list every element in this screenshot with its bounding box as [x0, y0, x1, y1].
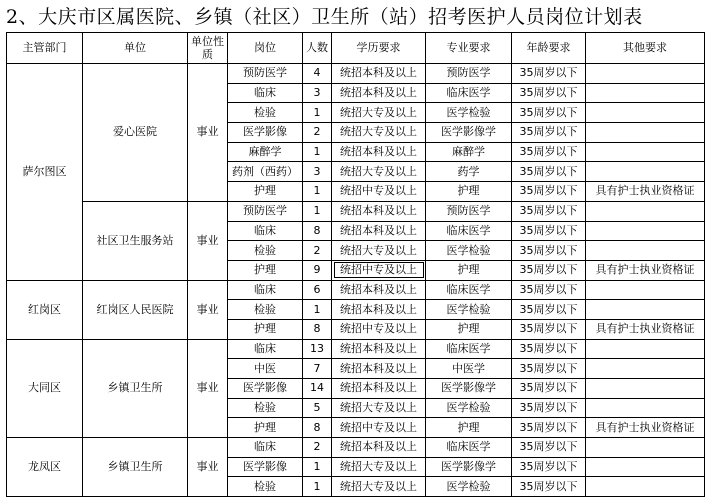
- age-cell: 35周岁以下: [512, 438, 586, 458]
- education-cell: 统招本科及以上: [332, 379, 426, 399]
- count-cell: 7: [303, 359, 332, 379]
- age-cell: 35周岁以下: [512, 379, 586, 399]
- other-requirement-cell: [586, 83, 705, 103]
- department-cell: 大同区: [7, 339, 83, 437]
- post-cell: 检验: [228, 477, 303, 497]
- education-cell: 统招本科及以上: [332, 359, 426, 379]
- unit-cell: 乡镇卫生所: [83, 339, 188, 437]
- header-department: 主管部门: [7, 33, 83, 64]
- major-cell: 临床医学: [426, 221, 512, 241]
- education-cell: 统招本科及以上: [332, 201, 426, 221]
- age-cell: 35周岁以下: [512, 83, 586, 103]
- other-requirement-cell: [586, 201, 705, 221]
- other-requirement-cell: [586, 359, 705, 379]
- other-requirement-cell: [586, 103, 705, 123]
- post-cell: 预防医学: [228, 64, 303, 84]
- major-cell: 护理: [426, 418, 512, 438]
- count-cell: 2: [303, 438, 332, 458]
- education-cell: 统招大专及以上: [332, 398, 426, 418]
- count-cell: 1: [303, 457, 332, 477]
- count-cell: 2: [303, 241, 332, 261]
- header-unit-nature: 单位性质: [188, 33, 228, 64]
- education-cell: 统招本科及以上: [332, 339, 426, 359]
- education-cell: 统招中专及以上: [332, 418, 426, 438]
- post-cell: 药剂（西药）: [228, 162, 303, 182]
- education-cell: 统招大专及以上: [332, 457, 426, 477]
- age-cell: 35周岁以下: [512, 142, 586, 162]
- table-header: [7, 33, 705, 64]
- age-cell: 35周岁以下: [512, 162, 586, 182]
- post-cell: 护理: [228, 182, 303, 202]
- page-title: 2、大庆市区属医院、乡镇（社区）卫生所（站）招考医护人员岗位计划表: [6, 6, 643, 28]
- other-requirement-cell: [586, 123, 705, 143]
- header-age: 年龄要求: [512, 33, 586, 64]
- major-cell: 护理: [426, 182, 512, 202]
- post-cell: 临床: [228, 438, 303, 458]
- age-cell: 35周岁以下: [512, 339, 586, 359]
- age-cell: 35周岁以下: [512, 280, 586, 300]
- age-cell: 35周岁以下: [512, 418, 586, 438]
- count-cell: 8: [303, 221, 332, 241]
- age-cell: 35周岁以下: [512, 201, 586, 221]
- post-cell: 麻醉学: [228, 142, 303, 162]
- age-cell: 35周岁以下: [512, 182, 586, 202]
- other-requirement-cell: [586, 457, 705, 477]
- unit-nature-cell: 事业: [188, 64, 228, 202]
- major-cell: 医学影像学: [426, 457, 512, 477]
- count-cell: 1: [303, 300, 332, 320]
- education-cell: 统招大专及以上: [332, 477, 426, 497]
- header-major: 专业要求: [426, 33, 512, 64]
- header-unit: 单位: [83, 33, 188, 64]
- post-cell: 临床: [228, 221, 303, 241]
- count-cell: 2: [303, 123, 332, 143]
- other-requirement-cell: [586, 438, 705, 458]
- other-requirement-cell: [586, 398, 705, 418]
- post-cell: 检验: [228, 103, 303, 123]
- other-requirement-cell: 具有护士执业资格证: [586, 260, 705, 280]
- age-cell: 35周岁以下: [512, 359, 586, 379]
- age-cell: 35周岁以下: [512, 477, 586, 497]
- header-other: 其他要求: [586, 33, 705, 64]
- age-cell: 35周岁以下: [512, 300, 586, 320]
- count-cell: 1: [303, 142, 332, 162]
- major-cell: 中医学: [426, 359, 512, 379]
- other-requirement-cell: [586, 241, 705, 261]
- unit-nature-cell: 事业: [188, 280, 228, 339]
- other-requirement-cell: [586, 300, 705, 320]
- other-requirement-cell: 具有护士执业资格证: [586, 319, 705, 339]
- education-cell: 统招大专及以上: [332, 123, 426, 143]
- major-cell: 麻醉学: [426, 142, 512, 162]
- major-cell: 医学检验: [426, 300, 512, 320]
- age-cell: 35周岁以下: [512, 103, 586, 123]
- education-cell: 统招本科及以上: [332, 64, 426, 84]
- major-cell: 医学影像学: [426, 123, 512, 143]
- education-cell: 统招本科及以上: [332, 221, 426, 241]
- major-cell: 临床医学: [426, 438, 512, 458]
- major-cell: 医学检验: [426, 241, 512, 261]
- unit-nature-cell: 事业: [188, 201, 228, 280]
- post-cell: 检验: [228, 300, 303, 320]
- other-requirement-cell: [586, 142, 705, 162]
- major-cell: 医学影像学: [426, 379, 512, 399]
- post-cell: 检验: [228, 398, 303, 418]
- count-cell: 1: [303, 201, 332, 221]
- post-cell: 医学影像: [228, 379, 303, 399]
- other-requirement-cell: [586, 221, 705, 241]
- post-cell: 医学影像: [228, 457, 303, 477]
- table-row: [7, 201, 705, 221]
- header-row: [7, 33, 705, 64]
- count-cell: 1: [303, 103, 332, 123]
- department-cell: 萨尔图区: [7, 64, 83, 281]
- count-cell: 1: [303, 182, 332, 202]
- age-cell: 35周岁以下: [512, 319, 586, 339]
- count-cell: 14: [303, 379, 332, 399]
- unit-cell: 红岗区人民医院: [83, 280, 188, 339]
- count-cell: 3: [303, 83, 332, 103]
- unit-nature-cell: 事业: [188, 339, 228, 437]
- education-cell: 统招中专及以上: [332, 260, 426, 280]
- other-requirement-cell: [586, 64, 705, 84]
- other-requirement-cell: [586, 162, 705, 182]
- age-cell: 35周岁以下: [512, 64, 586, 84]
- count-cell: 5: [303, 398, 332, 418]
- major-cell: 药学: [426, 162, 512, 182]
- count-cell: 1: [303, 477, 332, 497]
- education-cell: 统招大专及以上: [332, 162, 426, 182]
- unit-cell: 乡镇卫生所: [83, 438, 188, 497]
- table-row: [7, 280, 705, 300]
- education-cell: 统招本科及以上: [332, 438, 426, 458]
- age-cell: 35周岁以下: [512, 241, 586, 261]
- major-cell: 医学检验: [426, 103, 512, 123]
- post-cell: 护理: [228, 418, 303, 438]
- age-cell: 35周岁以下: [512, 260, 586, 280]
- education-cell: 统招本科及以上: [332, 83, 426, 103]
- other-requirement-cell: [586, 477, 705, 497]
- education-cell: 统招大专及以上: [332, 241, 426, 261]
- post-cell: 检验: [228, 241, 303, 261]
- department-cell: 红岗区: [7, 280, 83, 339]
- count-cell: 13: [303, 339, 332, 359]
- unit-nature-cell: 事业: [188, 438, 228, 497]
- count-cell: 9: [303, 260, 332, 280]
- education-cell: 统招中专及以上: [332, 319, 426, 339]
- education-cell: 统招本科及以上: [332, 280, 426, 300]
- major-cell: 医学检验: [426, 398, 512, 418]
- major-cell: 医学检验: [426, 477, 512, 497]
- major-cell: 临床医学: [426, 83, 512, 103]
- other-requirement-cell: 具有护士执业资格证: [586, 418, 705, 438]
- major-cell: 临床医学: [426, 280, 512, 300]
- major-cell: 护理: [426, 260, 512, 280]
- count-cell: 4: [303, 64, 332, 84]
- count-cell: 8: [303, 319, 332, 339]
- post-cell: 护理: [228, 260, 303, 280]
- department-cell: 龙凤区: [7, 438, 83, 497]
- header-education: 学历要求: [332, 33, 426, 64]
- count-cell: 8: [303, 418, 332, 438]
- education-cell: 统招中专及以上: [332, 182, 426, 202]
- major-cell: 临床医学: [426, 339, 512, 359]
- table-body: [7, 64, 705, 497]
- header-post: 岗位: [228, 33, 303, 64]
- education-cell: 统招本科及以上: [332, 142, 426, 162]
- post-cell: 临床: [228, 83, 303, 103]
- post-cell: 临床: [228, 280, 303, 300]
- recruitment-plan-table: [6, 32, 705, 497]
- post-cell: 护理: [228, 319, 303, 339]
- age-cell: 35周岁以下: [512, 123, 586, 143]
- age-cell: 35周岁以下: [512, 221, 586, 241]
- post-cell: 中医: [228, 359, 303, 379]
- unit-cell: 社区卫生服务站: [83, 201, 188, 280]
- other-requirement-cell: [586, 379, 705, 399]
- count-cell: 3: [303, 162, 332, 182]
- major-cell: 预防医学: [426, 64, 512, 84]
- other-requirement-cell: 具有护士执业资格证: [586, 182, 705, 202]
- table-row: [7, 64, 705, 84]
- major-cell: 预防医学: [426, 201, 512, 221]
- count-cell: 6: [303, 280, 332, 300]
- post-cell: 临床: [228, 339, 303, 359]
- post-cell: 预防医学: [228, 201, 303, 221]
- header-count: 人数: [303, 33, 332, 64]
- education-cell: 统招大专及以上: [332, 103, 426, 123]
- other-requirement-cell: [586, 339, 705, 359]
- post-cell: 医学影像: [228, 123, 303, 143]
- table-row: [7, 438, 705, 458]
- age-cell: 35周岁以下: [512, 457, 586, 477]
- other-requirement-cell: [586, 280, 705, 300]
- table-row: [7, 339, 705, 359]
- education-cell: 统招本科及以上: [332, 300, 426, 320]
- major-cell: 护理: [426, 319, 512, 339]
- unit-cell: 爱心医院: [83, 64, 188, 202]
- age-cell: 35周岁以下: [512, 398, 586, 418]
